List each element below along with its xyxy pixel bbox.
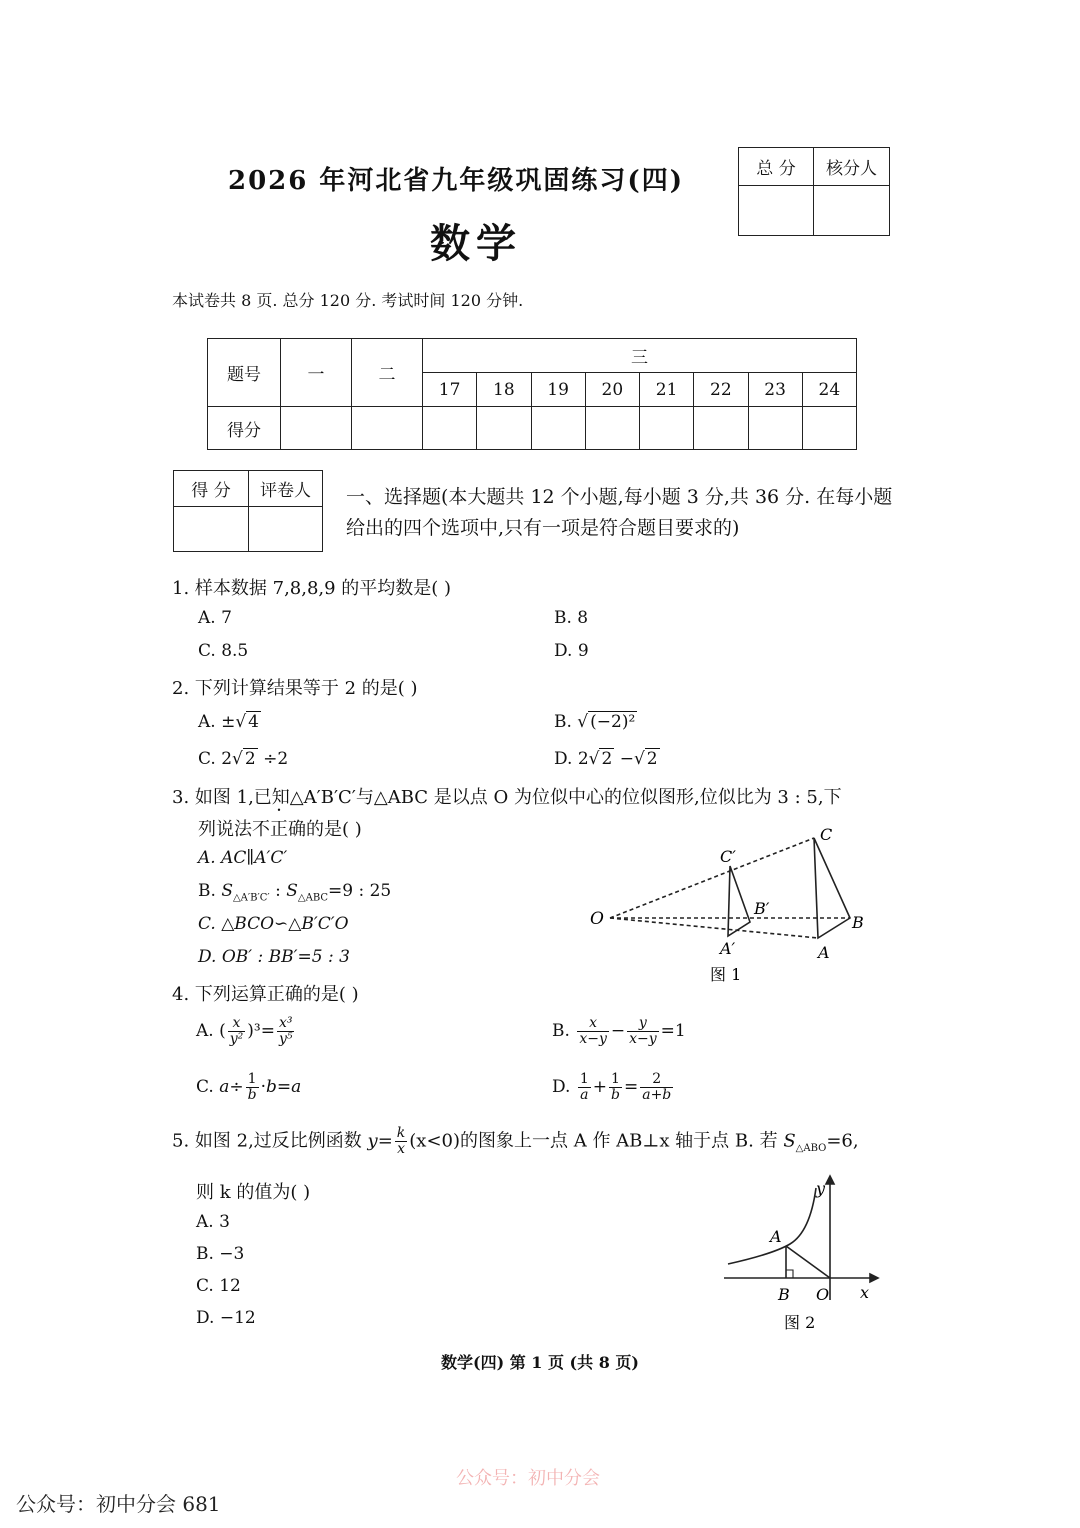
- q3-option-d[interactable]: D. OB′ : BB′=5 : 3: [198, 947, 350, 967]
- sub-number: 19: [531, 373, 585, 407]
- fig1-large-triangle: [814, 838, 850, 938]
- fig1-label-b-prime: B′: [754, 899, 770, 918]
- sub-number: 23: [748, 373, 802, 407]
- q2-stem: 2. 下列计算结果等于 2 的是( ): [172, 678, 418, 699]
- q4-option-d[interactable]: D. $\frac{1}{a}$ + $\frac{1}{b}$ = $\frac{2}{a+b}$: [552, 1071, 672, 1103]
- section-3-header: 三: [423, 339, 857, 373]
- row-label-score: 得分: [208, 407, 281, 450]
- fig1-label-b: B: [852, 913, 864, 932]
- section-1-header: 一: [281, 339, 352, 407]
- fig2-x-arrow: [870, 1274, 878, 1282]
- sub-number: 20: [585, 373, 639, 407]
- fig1-label-c-prime: C′: [720, 847, 736, 866]
- score-cell[interactable]: [352, 407, 423, 450]
- fig2-caption: 图 2: [784, 1313, 816, 1332]
- q1-option-a[interactable]: A. 7: [198, 608, 232, 628]
- total-score-label: 总 分: [739, 148, 814, 186]
- score-cell[interactable]: [802, 407, 856, 450]
- total-score-cell[interactable]: [739, 186, 814, 236]
- score-cell[interactable]: [531, 407, 585, 450]
- q1-stem: 1. 样本数据 7,8,8,9 的平均数是( ): [172, 578, 452, 599]
- figure-1: [580, 818, 880, 988]
- page-footer: 数学(四) 第 1 页 (共 8 页): [441, 1353, 639, 1372]
- q4-option-b[interactable]: B. $\frac{x}{x-y}$ − $\frac{y}{x-y}$ =1: [552, 1015, 686, 1047]
- fig2-label-b: B: [778, 1285, 790, 1304]
- section1-grader-label: 评卷人: [249, 471, 323, 507]
- q3-stem-line1: 3. 如图 1,已知△A′B′C′与△ABC 是以点 O 为位似中心的位似图形,位似比为 3 : 5,下: [172, 787, 842, 808]
- section-2-header: 二: [352, 339, 423, 407]
- q5-option-c[interactable]: C. 12: [196, 1276, 241, 1296]
- fig2-label-o: O: [816, 1285, 830, 1304]
- fig2-label-a: A: [770, 1227, 782, 1246]
- q5-stem-prefix: 5. 如图 2,过反比例函数: [172, 1130, 362, 1152]
- fig2-label-x: x: [860, 1283, 870, 1302]
- fig1-label-a: A: [818, 943, 830, 962]
- q2-option-d[interactable]: D. 2√ 2 −√ 2: [554, 749, 658, 769]
- q3-option-b[interactable]: B. $S_{\triangle A'B'C'}$ : $S_{\triangle ABC}=9$ : 25: [198, 881, 392, 904]
- score-cell[interactable]: [640, 407, 694, 450]
- q5-option-d[interactable]: D. −12: [196, 1308, 256, 1328]
- fig2-y-arrow: [826, 1176, 834, 1184]
- q1-option-d[interactable]: D. 9: [554, 641, 589, 661]
- fig2-curve: [728, 1188, 816, 1264]
- score-cell[interactable]: [281, 407, 352, 450]
- q2-option-b[interactable]: B. √ (−2)²: [554, 712, 636, 732]
- q5-stem-line1: 5. 如图 2,过反比例函数 y= $\frac{k}{x}$ (x<0)的图象上一点 A 作 AB⊥x 轴于点 B. 若 $S_{\triangle ABO}=6$,: [172, 1125, 859, 1157]
- exam-title: 2026 年河北省九年级巩固练习(四): [228, 166, 685, 196]
- fig2-right-angle: [786, 1270, 793, 1278]
- score-cell[interactable]: [477, 407, 531, 450]
- fig1-small-triangle: [728, 866, 750, 936]
- subject-title: 数学: [430, 220, 522, 267]
- section1-grader-box: [173, 470, 323, 552]
- q3-stem2-suffix: 的是( ): [306, 819, 362, 840]
- row-label-number: 题号: [208, 339, 281, 407]
- watermark-left: 公众号：初中分会 681: [16, 1492, 221, 1516]
- q2-option-c[interactable]: C. 2√ 2 ÷2: [198, 749, 289, 769]
- q3-emphasis: 不正确: [252, 819, 306, 840]
- checker-cell[interactable]: [814, 186, 890, 236]
- q5-option-b[interactable]: B. −3: [196, 1244, 245, 1264]
- exam-info: 本试卷共 8 页. 总分 120 分. 考试时间 120 分钟.: [172, 291, 524, 310]
- score-cell[interactable]: [694, 407, 748, 450]
- section1-grader-cell[interactable]: [249, 507, 323, 552]
- sub-number: 17: [423, 373, 477, 407]
- q3-option-c[interactable]: C. △BCO∽△B′C′O: [198, 914, 349, 934]
- figure-2: [718, 1172, 888, 1334]
- q5-stem-end: =6,: [826, 1130, 859, 1152]
- q4-option-a[interactable]: A. ( $\frac{x}{\text{y²}}$ )³= $\frac{\text{x³}}{\text{y⁵}}$: [196, 1015, 293, 1047]
- checker-label: 核分人: [814, 148, 890, 186]
- sub-number: 18: [477, 373, 531, 407]
- fig1-line-oa: [610, 918, 818, 938]
- q2-option-a[interactable]: A. ±√ 4: [198, 712, 259, 732]
- fig1-label-o: O: [590, 909, 604, 929]
- score-cell[interactable]: [748, 407, 802, 450]
- sub-number: 22: [694, 373, 748, 407]
- q1-option-c[interactable]: C. 8.5: [198, 641, 249, 661]
- q1-option-b[interactable]: B. 8: [554, 608, 589, 628]
- section1-score-cell[interactable]: [174, 507, 249, 552]
- fig1-caption: 图 1: [710, 965, 742, 984]
- section1-score-label: 得 分: [174, 471, 249, 507]
- q5-option-a[interactable]: A. 3: [196, 1212, 230, 1232]
- q5-stem-line2: 则 k 的值为( ): [196, 1182, 311, 1203]
- score-cell[interactable]: [423, 407, 477, 450]
- fig1-line-oc: [610, 838, 814, 918]
- score-cell[interactable]: [585, 407, 639, 450]
- sub-number: 24: [802, 373, 856, 407]
- q4-option-c[interactable]: C. a÷ $\frac{1}{b}$ ·b=a: [196, 1071, 302, 1103]
- score-table: [207, 338, 857, 450]
- fig2-label-y: y: [816, 1179, 826, 1198]
- q3-stem-line2: [198, 815, 362, 841]
- sub-number: 21: [640, 373, 694, 407]
- q3-option-a[interactable]: A. AC∥A′C′: [198, 848, 288, 868]
- q3-stem2-prefix: 列说法: [198, 819, 252, 840]
- section1-heading: 一、选择题(本大题共 12 个小题,每小题 3 分,共 36 分. 在每小题给出的四个选项中,只有一项是符合题目要求的): [346, 486, 893, 539]
- q5-stem-suffix: (x<0)的图象上一点 A 作 AB⊥x 轴于点 B. 若: [409, 1130, 778, 1152]
- total-score-box: [738, 147, 890, 236]
- fig1-label-a-prime: A′: [720, 939, 736, 958]
- fig1-label-c: C: [820, 825, 833, 844]
- watermark-center: 公众号：初中分会: [456, 1468, 600, 1489]
- q4-stem: 4. 下列运算正确的是( ): [172, 984, 359, 1005]
